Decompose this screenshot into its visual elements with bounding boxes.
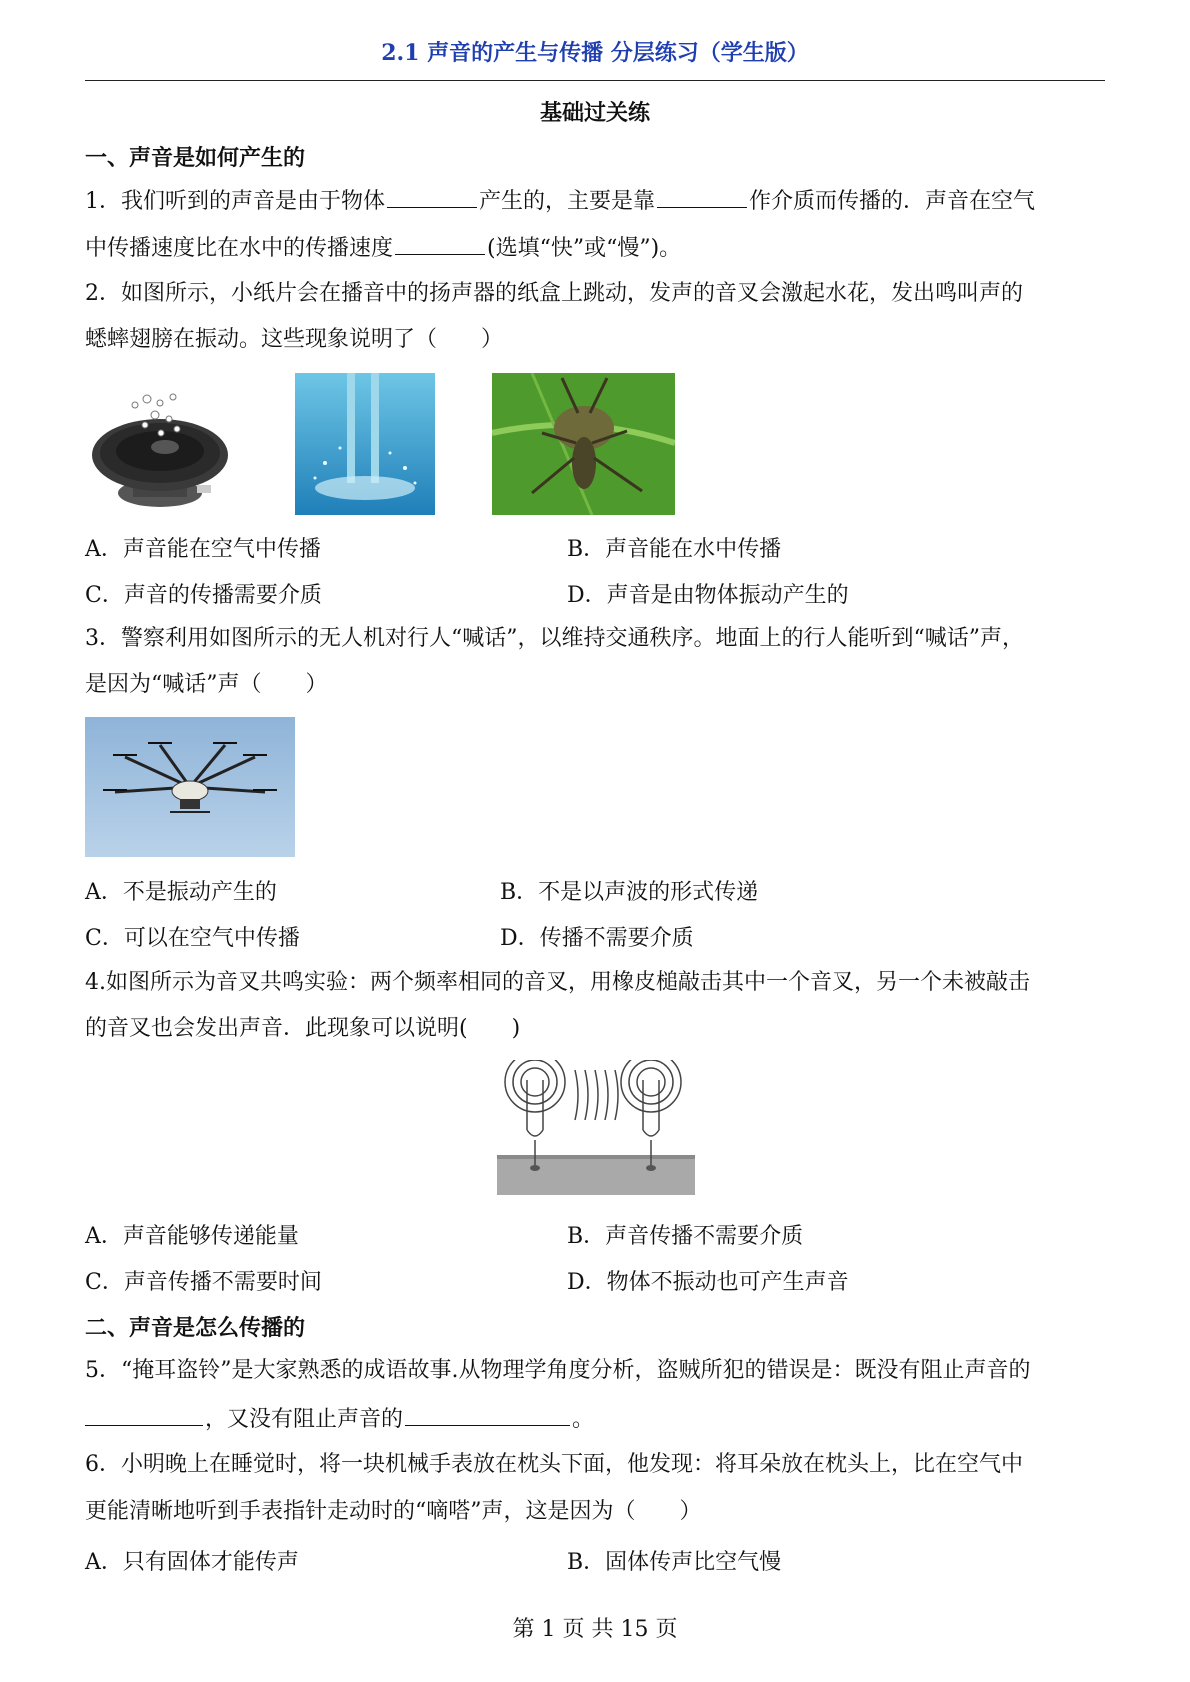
q2-option-a[interactable]: A．声音能在空气中传播 bbox=[85, 537, 321, 562]
q2-line-1: 2．如图所示，小纸片会在播音中的扬声器的纸盒上跳动，发声的音叉会激起水花，发出鸣叫声的 bbox=[85, 281, 1024, 306]
q4-option-c[interactable]: C．声音传播不需要时间 bbox=[85, 1270, 322, 1295]
q2-option-d[interactable]: D．声音是由物体振动产生的 bbox=[567, 583, 849, 608]
q5-line-2: ，又没有阻止声音的 。 bbox=[85, 1403, 1110, 1435]
q2-option-b[interactable]: B．声音能在水中传播 bbox=[567, 537, 782, 562]
section-1-title: 一、声音是如何产生的 bbox=[85, 145, 306, 171]
speaker-image bbox=[85, 385, 235, 515]
section-2-title: 二、声音是怎么传播的 bbox=[85, 1315, 306, 1341]
q5-blank-2[interactable] bbox=[405, 1403, 570, 1426]
q5-line-1: 5．“掩耳盗铃”是大家熟悉的成语故事.从物理学角度分析，盗贼所犯的错误是：既没有阻止声音的 bbox=[85, 1358, 1031, 1383]
q6-line-1: 6．小明晚上在睡觉时，将一块机械手表放在枕头下面，他发现：将耳朵放在枕头上，比在空气中 bbox=[85, 1452, 1024, 1477]
q4-line-1: 4.如图所示为音叉共鸣实验：两个频率相同的音叉，用橡皮槌敲击其中一个音叉，另一个未被敲击 bbox=[85, 970, 1030, 995]
q3-line-1: 3．警察利用如图所示的无人机对行人“喊话”，以维持交通秩序。地面上的行人能听到“喊话”声， bbox=[85, 626, 1024, 651]
q4-line-2: 的音叉也会发出声音．此现象可以说明( ) bbox=[85, 1016, 521, 1041]
document-title: 2.1 声音的产生与传播 分层练习（学生版） bbox=[381, 40, 809, 66]
q3-option-b[interactable]: B．不是以声波的形式传递 bbox=[500, 880, 759, 905]
q4-option-a[interactable]: A．声音能够传递能量 bbox=[85, 1224, 299, 1249]
q6-line-2: 更能清晰地听到手表指针走动时的“嘀嗒”声，这是因为（ ） bbox=[85, 1499, 702, 1524]
tuning-fork-water-image bbox=[295, 373, 435, 515]
tuning-fork-resonance-image bbox=[497, 1060, 695, 1195]
q3-option-c[interactable]: C．可以在空气中传播 bbox=[85, 926, 300, 951]
subtitle: 基础过关练 bbox=[539, 100, 650, 126]
q3-option-d[interactable]: D．传播不需要介质 bbox=[500, 926, 694, 951]
q4-option-d[interactable]: D．物体不振动也可产生声音 bbox=[567, 1270, 849, 1295]
q3-line-2: 是因为“喊话”声（ ） bbox=[85, 672, 328, 697]
q1-blank-3[interactable] bbox=[395, 232, 485, 255]
q3-option-a[interactable]: A．不是振动产生的 bbox=[85, 880, 277, 905]
q1-line-1: 1．我们听到的声音是由于物体 产生的，主要是靠 作介质而传播的．声音在空气 bbox=[85, 185, 1110, 217]
q2-option-c[interactable]: C．声音的传播需要介质 bbox=[85, 583, 322, 608]
q6-option-b[interactable]: B．固体传声比空气慢 bbox=[567, 1550, 782, 1575]
q4-option-b[interactable]: B．声音传播不需要介质 bbox=[567, 1224, 804, 1249]
cricket-image bbox=[492, 373, 675, 515]
q6-option-a[interactable]: A．只有固体才能传声 bbox=[85, 1550, 299, 1575]
page-footer: 第 1 页 共 15 页 bbox=[512, 1617, 678, 1642]
drone-image bbox=[85, 717, 295, 857]
q1-blank-2[interactable] bbox=[657, 185, 747, 208]
q1-line-2: 中传播速度比在水中的传播速度 (选填“快”或“慢”)。 bbox=[85, 232, 1110, 264]
header-rule bbox=[85, 80, 1105, 81]
q2-line-2: 蟋蟀翅膀在振动。这些现象说明了（ ） bbox=[85, 327, 504, 352]
q5-blank-1[interactable] bbox=[85, 1403, 203, 1426]
q1-blank-1[interactable] bbox=[387, 185, 477, 208]
